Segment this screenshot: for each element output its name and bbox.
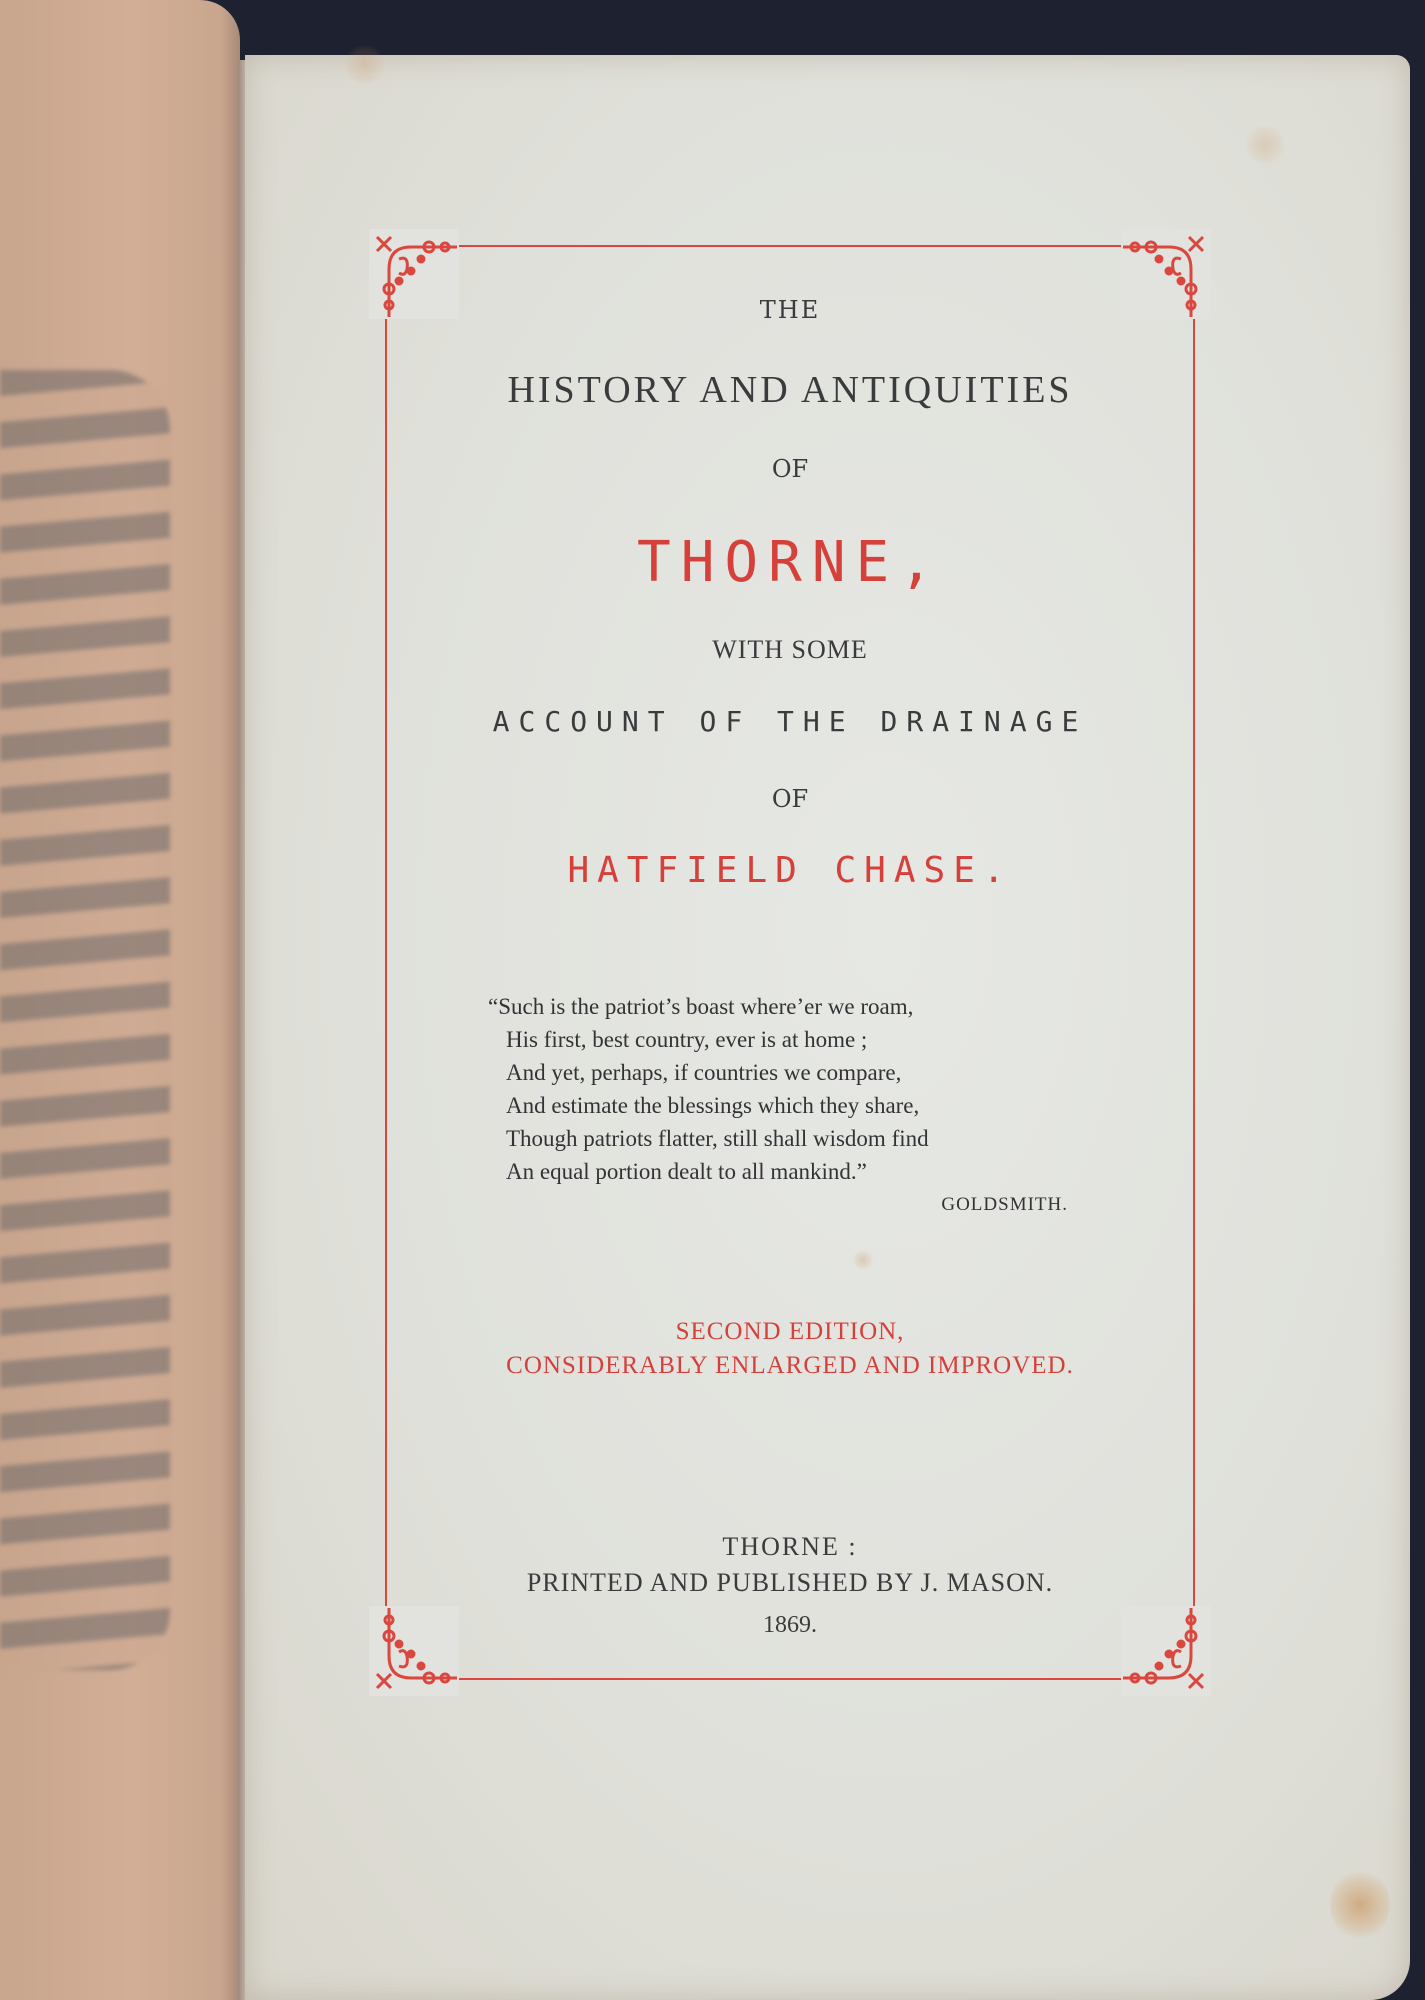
title-of: OF bbox=[771, 455, 809, 483]
frontispiece-engraving-edge bbox=[0, 370, 170, 1670]
subtitle-with-some: WITH SOME bbox=[712, 635, 868, 664]
epigraph-line: An equal portion dealt to all mankind.” bbox=[506, 1159, 867, 1184]
imprint-publisher: PRINTED AND PUBLISHED BY J. MASON. bbox=[526, 1568, 1054, 1597]
imprint-place: THORNE : bbox=[722, 1532, 858, 1561]
left-page-verso bbox=[0, 0, 240, 2000]
subtitle-account-of-drainage: ACCOUNT OF THE DRAINAGE bbox=[492, 705, 1088, 738]
epigraph bbox=[488, 990, 1088, 1221]
title-the: THE bbox=[759, 296, 821, 324]
imprint-year: 1869. bbox=[763, 1612, 817, 1638]
title-thorne: THORNE, bbox=[636, 530, 943, 595]
epigraph-line: And estimate the blessings which they share, bbox=[506, 1093, 920, 1118]
foxing-stain bbox=[345, 45, 385, 85]
epigraph-line: And yet, perhaps, if countries we compare, bbox=[506, 1060, 902, 1085]
epigraph-line: Though patriots flatter, still shall wisdom find bbox=[506, 1126, 929, 1151]
title-history-and-antiquities: HISTORY AND ANTIQUITIES bbox=[507, 369, 1073, 411]
epigraph-line: His first, best country, ever is at home ; bbox=[506, 1027, 868, 1052]
edition-note: CONSIDERABLY ENLARGED AND IMPROVED. bbox=[506, 1352, 1074, 1379]
epigraph-author: GOLDSMITH. bbox=[941, 1194, 1068, 1215]
epigraph-line: “Such is the patriot’s boast where’er we roam, bbox=[488, 994, 914, 1019]
subtitle-hatfield-chase: HATFIELD CHASE. bbox=[567, 850, 1013, 891]
foxing-stain bbox=[1330, 1870, 1390, 1940]
foxing-stain bbox=[1245, 125, 1285, 165]
subtitle-of: OF bbox=[771, 785, 809, 813]
edition-statement: SECOND EDITION, bbox=[675, 1318, 905, 1345]
